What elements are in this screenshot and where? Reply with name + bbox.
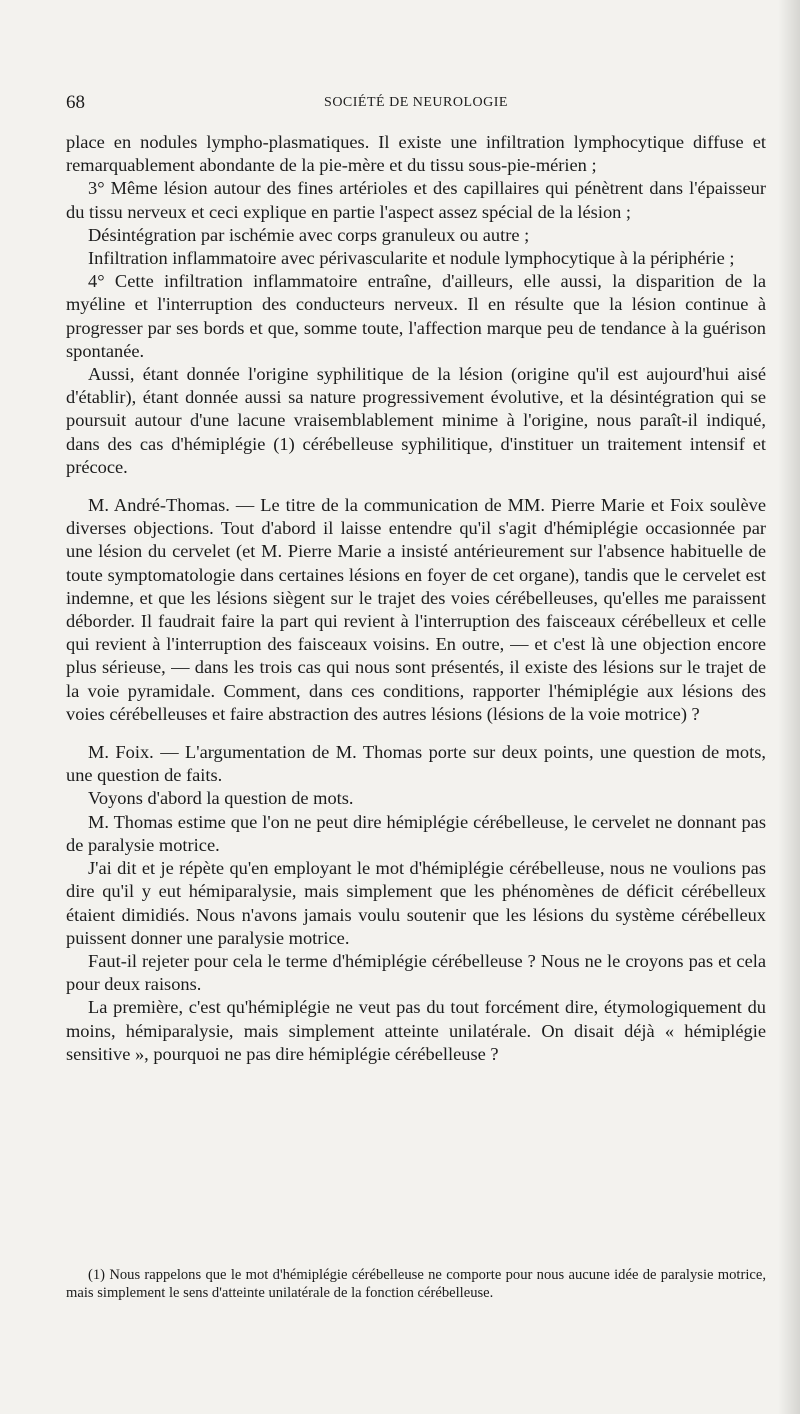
body-text xyxy=(66,131,766,1066)
paragraph: Désintégration par ischémie avec corps granuleux ou autre ; xyxy=(88,224,530,245)
paragraph: place en nodules lympho-plasmatiques. Il existe une infiltration lymphocytique diffuse et remarquablement abondante de la pie-mère et du tissu sous-pie-mérien ; xyxy=(66,132,766,176)
paragraph-gap xyxy=(66,726,766,741)
paragraph: Faut-il rejeter pour cela le terme d'hémiplégie cérébelleuse ? Nous ne le croyons pas et cela pour deux raisons. xyxy=(66,950,766,995)
page-header xyxy=(66,92,766,116)
page-number: 68 xyxy=(66,92,85,113)
page-edge-shadow xyxy=(778,0,800,1414)
paragraph: M. André-Thomas. — Le titre de la communication de MM. Pierre Marie et Foix soulève diverses objections. Tout d'abord il laisse entendre qu'il s'agit d'hémiplégie occasionnée par une lésion du cervelet (et M. Pierre Marie a insisté antérieurement sur l'absence habituelle de toute symptomatologie dans certaines lésions en foyer de cet organe), tandis que le cervelet est indemne, et que les lésions siègent sur le trajet des voies cérébelleuses, qu'elles me paraissent déborder. Il faudrait faire la part qui revient à l'interruption des faisceaux cérébelleux et celle qui revient à l'interruption des faisceaux voisins. En outre, — et c'est là une objection encore plus sérieuse, — dans les trois cas qui nous sont présentés, il existe des lésions sur le trajet de la voie pyramidale. Comment, dans ces conditions, rapporter l'hémiplégie aux lésions des voies cérébelleuses et faire abstraction des autres lésions (lésions de la voie motrice) ? xyxy=(66,495,766,724)
paragraph: Voyons d'abord la question de mots. xyxy=(88,788,354,809)
paragraph: M. Thomas estime que l'on ne peut dire hémiplégie cérébelleuse, le cervelet ne donnant pas de paralysie motrice. xyxy=(66,811,766,855)
paragraph: J'ai dit et je répète qu'en employant le mot d'hémiplégie cérébelleuse, nous ne voulions pas dire qu'il y eut hémiparalysie, mais simplement que les phénomènes de déficit cérébelleux étaient dimidiés. Nous n'avons jamais voulu soutenir que les lésions du système cérébelleux puissent donner une paralysie motrice. xyxy=(66,858,766,948)
paragraph: Infiltration inflammatoire avec périvascularite et nodule lymphocytique à la périphérie ; xyxy=(88,248,735,269)
paragraph: 4° Cette infiltration inflammatoire entraîne, d'ailleurs, elle aussi, la disparition de la myéline et l'interruption des conducteurs nerveux. Il en résulte que la lésion continue à progresser par ses bords et que, somme toute, l'affection marque peu de tendance à la guérison spontanée. xyxy=(66,271,766,361)
paragraph-gap xyxy=(66,479,766,494)
running-title: SOCIÉTÉ DE NEUROLOGIE xyxy=(324,95,508,110)
paragraph: 3° Même lésion autour des fines artérioles et des capillaires qui pénètrent dans l'épaisseur du tissu nerveux et ceci explique en partie l'aspect assez spécial de la lésion ; xyxy=(66,178,766,222)
footnote: (1) Nous rappelons que le mot d'hémiplégie cérébelleuse ne comporte pour nous aucune idée de paralysie motrice, mais simplement le sens d'atteinte unilatérale de la fonction cérébelleuse. xyxy=(66,1267,766,1301)
paragraph: La première, c'est qu'hémiplégie ne veut pas du tout forcément dire, étymologiquement du moins, hémiparalysie, mais simplement atteinte unilatérale. On disait déjà « hémiplégie sensitive », pourquoi ne pas dire hémiplégie cérébelleuse ? xyxy=(66,997,766,1064)
paragraph: Aussi, étant donnée l'origine syphilitique de la lésion (origine qu'il est aujourd'hui aisé d'établir), étant donnée aussi sa nature progressivement évolutive, et la désintégration qui se poursuit autour d'une lacune vraisemblablement minime à l'origine, nous paraît-il indiqué, dans des cas d'hémiplégie (1) cérébelleuse syphilitique, d'instituer un traitement intensif et précoce. xyxy=(66,364,766,477)
paragraph: M. Foix. — L'argumentation de M. Thomas porte sur deux points, une question de mots, une question de faits. xyxy=(66,742,766,786)
